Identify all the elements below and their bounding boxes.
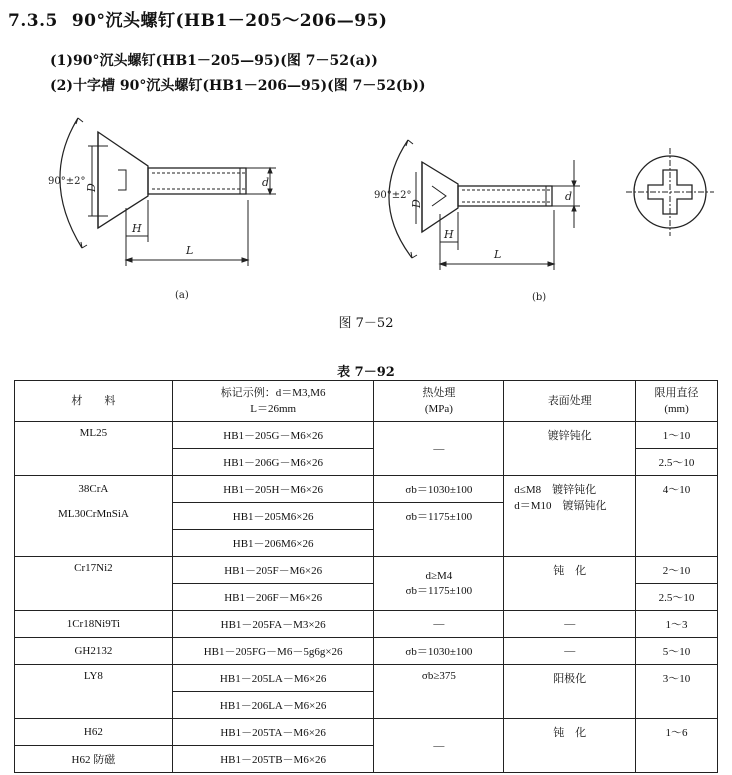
cell-heat: — xyxy=(374,422,504,476)
cell-material: 38CrA xyxy=(15,476,173,503)
cell-surface xyxy=(504,476,636,557)
cell-material: Cr17Ni2 xyxy=(15,557,173,611)
cell-mark: HB1－205FG－M6－5g6g×26 xyxy=(172,638,374,665)
cell-diameter: 5～10 xyxy=(636,638,718,665)
section-number: 7.3.5 xyxy=(8,11,58,31)
header-heat xyxy=(374,381,504,422)
cell-heat: σb＝1175±100 xyxy=(374,503,504,557)
screw-drawing-b xyxy=(389,140,714,270)
cell-heat: σb＝1030±100 xyxy=(374,476,504,503)
cell-diameter: 3～10 xyxy=(636,665,718,719)
fig-b-label: (b) xyxy=(532,292,547,303)
cell-surface: 镀锌钝化 xyxy=(504,422,636,476)
fig-b-H: H xyxy=(444,228,454,241)
surface-line-2: d＝M10 镀镉钝化 xyxy=(514,500,607,512)
cell-diameter: 1～10 xyxy=(636,422,718,449)
fig-a-D: D xyxy=(85,183,98,192)
cell-mark: HB1－205F－M6×26 xyxy=(172,557,374,584)
table-row xyxy=(15,719,718,746)
section-heading xyxy=(8,6,387,31)
item-1: (1)90°沉头螺钉(HB1－205—95)(图 7－52(a)) xyxy=(50,53,378,69)
fig-a-label: (a) xyxy=(175,290,189,301)
cell-material: ML25 xyxy=(15,422,173,476)
table-row xyxy=(15,611,718,638)
table-row xyxy=(15,665,718,692)
header-diam-line1: 限用直径 xyxy=(654,387,699,399)
cell-diameter: 1～3 xyxy=(636,611,718,638)
table-row xyxy=(15,638,718,665)
cell-material: H62 防磁 xyxy=(15,746,173,773)
figure-7-52 xyxy=(0,100,732,340)
cell-heat: σb≥375 xyxy=(374,665,504,719)
fig-a-H: H xyxy=(132,222,142,235)
cell-mark: HB1－206F－M6×26 xyxy=(172,584,374,611)
fig-b-angle: 90°±2° xyxy=(374,190,412,201)
cell-heat xyxy=(374,557,504,611)
figure-caption: 图 7－52 xyxy=(338,316,394,331)
header-diam-line2: (mm) xyxy=(664,403,689,415)
table-row xyxy=(15,422,718,449)
surface-line-1: d≤M8 镀锌钝化 xyxy=(514,484,597,496)
item-2: (2)十字槽 90°沉头螺钉(HB1－206—95)(图 7－52(b)) xyxy=(50,78,426,94)
cell-surface: 钝 化 xyxy=(504,557,636,611)
cell-diameter: 2～10 xyxy=(636,557,718,584)
cell-surface: 阳极化 xyxy=(504,665,636,719)
cell-mark: HB1－205M6×26 xyxy=(172,503,374,530)
header-surface: 表面处理 xyxy=(504,381,636,422)
fig-a-L: L xyxy=(186,244,194,257)
heat-line-1: d≥M4 xyxy=(425,569,453,582)
cell-material: H62 xyxy=(15,719,173,746)
cell-mark: HB1－205TA－M6×26 xyxy=(172,719,374,746)
header-heat-line1: 热处理 xyxy=(422,387,456,399)
fig-a-d: d xyxy=(262,176,270,189)
cell-mark: HB1－206LA－M6×26 xyxy=(172,692,374,719)
cell-mark: HB1－206G－M6×26 xyxy=(172,449,374,476)
cell-material: 1Cr18Ni9Ti xyxy=(15,611,173,638)
cell-material: GH2132 xyxy=(15,638,173,665)
cell-surface: — xyxy=(504,611,636,638)
header-diameter xyxy=(636,381,718,422)
cell-surface: — xyxy=(504,638,636,665)
cell-mark: HB1－205FA－M3×26 xyxy=(172,611,374,638)
header-mark-line1: 标记示例：d＝M3,M6 xyxy=(220,387,326,399)
fig-b-L: L xyxy=(494,248,502,261)
table-title: 表 7－92 xyxy=(337,365,395,380)
table-header-row xyxy=(15,381,718,422)
cell-mark: HB1－206M6×26 xyxy=(172,530,374,557)
cell-diameter: 2.5～10 xyxy=(636,449,718,476)
cell-diameter: 4～10 xyxy=(636,476,718,557)
header-mark xyxy=(172,381,374,422)
fig-b-D: D xyxy=(410,199,423,208)
spec-table xyxy=(14,380,718,773)
cell-material: LY8 xyxy=(15,665,173,719)
header-mark-line2: L＝26mm xyxy=(250,403,297,415)
fig-a-angle: 90°±2° xyxy=(48,176,86,187)
header-material: 材 料 xyxy=(15,381,173,422)
table-row xyxy=(15,476,718,503)
cell-diameter: 1～6 xyxy=(636,719,718,773)
cell-heat: σb＝1030±100 xyxy=(374,638,504,665)
section-title: 90°沉头螺钉(HB1－205～206—95) xyxy=(71,11,388,31)
cell-mark: HB1－205TB－M6×26 xyxy=(172,746,374,773)
cell-surface: 钝 化 xyxy=(504,719,636,773)
cell-mark: HB1－205LA－M6×26 xyxy=(172,665,374,692)
cell-heat: — xyxy=(374,719,504,773)
heat-line-2: σb＝1175±100 xyxy=(405,584,473,597)
header-heat-line2: (MPa) xyxy=(424,403,453,415)
table-row xyxy=(15,557,718,584)
cell-heat: — xyxy=(374,611,504,638)
cell-mark: HB1－205H－M6×26 xyxy=(172,476,374,503)
cell-mark: HB1－205G－M6×26 xyxy=(172,422,374,449)
cell-material: ML30CrMnSiA xyxy=(15,503,173,557)
cell-diameter: 2.5～10 xyxy=(636,584,718,611)
fig-b-d: d xyxy=(565,190,573,203)
